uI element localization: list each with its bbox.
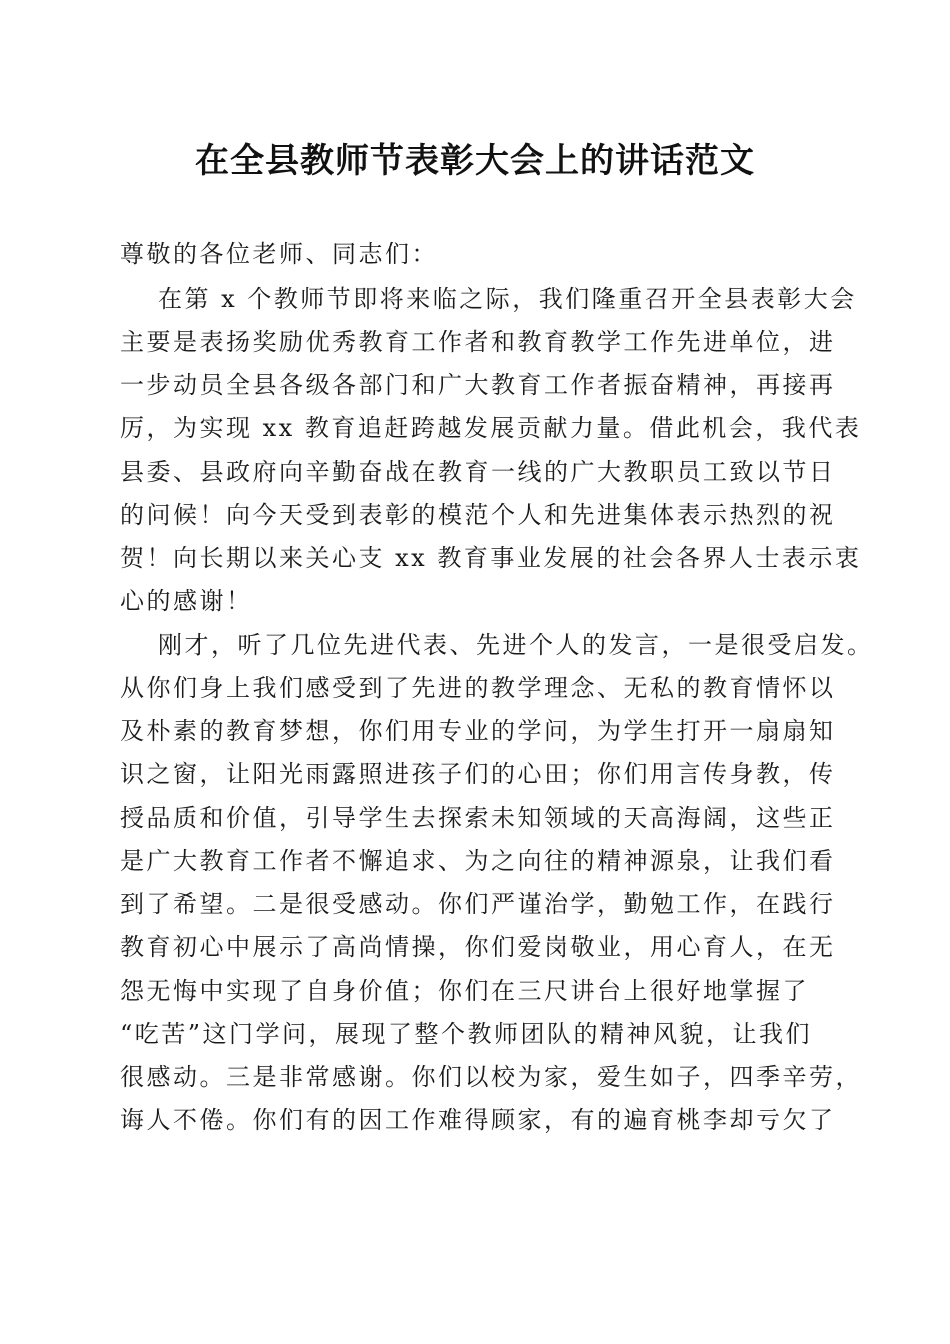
paragraph-1-line-7: 贺！向长期以来关心支 xx 教育事业发展的社会各界人士表示衷 [120, 544, 862, 572]
paragraph-2-line-11: 很感动。三是非常感谢。你们以校为家，爱生如子，四季辛劳， [120, 1063, 862, 1091]
paragraph-2-line-5: 授品质和价值，引导学生去探索未知领域的天高海阔，这些正 [120, 804, 836, 832]
paragraph-2-line-6: 是广大教育工作者不懈追求、为之向往的精神源泉，让我们看 [120, 847, 836, 875]
paragraph-2-line-7: 到了希望。二是很受感动。你们严谨治学，勤勉工作，在践行 [120, 890, 836, 918]
paragraph-2-line-12: 诲人不倦。你们有的因工作难得顾家，有的遍育桃李却亏欠了 [120, 1106, 836, 1134]
document-title: 在全县教师节表彰大会上的讲话范文 [195, 141, 755, 181]
paragraph-1-line-2: 主要是表扬奖励优秀教育工作者和教育教学工作先进单位，进 [120, 328, 836, 356]
paragraph-1-line-8: 心的感谢！ [120, 587, 253, 615]
paragraph-2-line-3: 及朴素的教育梦想，你们用专业的学问，为学生打开一扇扇知 [120, 717, 836, 745]
paragraph-1-line-6: 的问候！向今天受到表彰的模范个人和先进集体表示热烈的祝 [120, 501, 836, 529]
paragraph-1-line-4: 厉，为实现 xx 教育追赶跨越发展贡献力量。借此机会，我代表 [120, 414, 862, 442]
paragraph-2-line-10: “吃苦”这门学问，展现了整个教师团队的精神风貌，让我们 [120, 1020, 813, 1048]
paragraph-2-line-1: 刚才，听了几位先进代表、先进个人的发言，一是很受启发。 [158, 631, 874, 659]
paragraph-2-line-8: 教育初心中展示了高尚情操，你们爱岗敬业，用心育人，在无 [120, 933, 836, 961]
salutation-line: 尊敬的各位老师、同志们： [120, 240, 438, 268]
paragraph-1-line-5: 县委、县政府向辛勤奋战在教育一线的广大教职员工致以节日 [120, 458, 836, 486]
paragraph-1-line-1: 在第 x 个教师节即将来临之际，我们隆重召开全县表彰大会 [158, 285, 857, 313]
paragraph-2-line-2: 从你们身上我们感受到了先进的教学理念、无私的教育情怀以 [120, 674, 836, 702]
paragraph-2-line-4: 识之窗，让阳光雨露照进孩子们的心田；你们用言传身教，传 [120, 760, 836, 788]
paragraph-1-line-3: 一步动员全县各级各部门和广大教育工作者振奋精神，再接再 [120, 371, 836, 399]
paragraph-2-line-9: 怨无悔中实现了自身价值；你们在三尺讲台上很好地掌握了 [120, 977, 809, 1005]
